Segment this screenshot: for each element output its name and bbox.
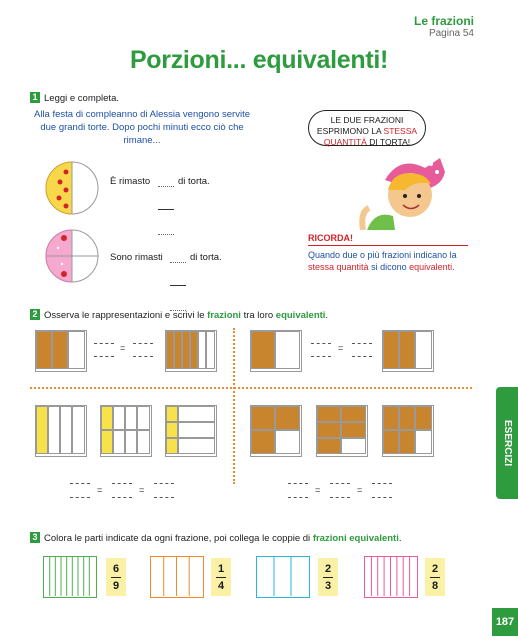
blank-num[interactable] [94,343,114,344]
strip-eighths[interactable] [364,556,418,598]
rect-b2 [382,330,434,372]
girl-illustration [345,150,455,230]
fraction-2-3: 2 3 [318,558,338,596]
blank-den[interactable] [372,497,392,498]
rect-d1 [250,405,302,457]
rect-c3 [165,405,217,457]
blank-den[interactable] [352,356,372,357]
rect-d3 [382,405,434,457]
rect-c2 [100,405,152,457]
equals-sign: = [120,343,126,353]
blank-den[interactable] [133,356,153,357]
horizontal-divider [30,387,472,389]
ricorda-box: RICORDA! Quando due o più frazioni indicano la stessa quantità si dicono equivalenti. [308,232,468,273]
rect-d2 [316,405,368,457]
equals-sign: = [357,485,363,495]
blank-den[interactable] [311,356,331,357]
blank-den[interactable] [330,497,350,498]
blank-num[interactable] [133,343,153,344]
equals-sign: = [139,485,145,495]
ex1-story: Alla festa di compleanno di Alessia vengono servite due grandi torte. Dopo pochi minuti ecco ciò che rimane... [34,109,250,146]
strip-thirds[interactable] [256,556,310,598]
blank-num[interactable] [372,483,392,484]
blank-num[interactable] [352,343,372,344]
page-reference: Pagina 54 [428,28,474,39]
blank-num[interactable] [330,483,350,484]
blank-num[interactable] [112,483,132,484]
equals-sign: = [315,485,321,495]
fraction-1-4: 1 4 [211,558,231,596]
page-title: Porzioni... equivalenti! [129,46,389,74]
cake-quarters-illustration [44,228,100,284]
ex1-line1-fraction-blank[interactable] [158,174,174,240]
ex3-instruction: 3 Colora le parti indicate da ogni frazione, poi collega le coppie di frazioni equivalenti. [30,532,402,544]
ex1-line2: Sono rimasti [110,252,163,263]
fraction-6-9: 6 9 [106,558,126,596]
rect-b1 [250,330,302,372]
strip-ninths[interactable] [43,556,97,598]
exercises-tab: ESERCIZI [496,387,518,499]
section-title: Le frazioni [413,14,474,28]
ex1-line2-fraction-blank[interactable] [170,250,186,316]
blank-den[interactable] [70,497,90,498]
blank-num[interactable] [154,483,174,484]
equals-sign: = [97,485,103,495]
rect-c1 [35,405,87,457]
page-number: 187 [492,608,518,636]
ex1-instruction: 1 Leggi e completa. [30,92,119,104]
blank-den[interactable] [288,497,308,498]
ex1-line1-end: di torta. [178,176,210,187]
blank-den[interactable] [94,356,114,357]
strip-quarters[interactable] [150,556,204,598]
blank-num[interactable] [311,343,331,344]
blank-num[interactable] [70,483,90,484]
ex2-instruction: 2 Osserva le rappresentazioni e scrivi le frazioni tra loro equivalenti. [30,309,328,321]
vertical-divider [233,328,235,484]
ex1-line2-end: di torta. [190,252,222,263]
blank-num[interactable] [288,483,308,484]
cake-half-illustration [44,160,100,216]
ex1-line1: È rimasto [110,176,151,187]
fraction-2-8: 2 8 [425,558,445,596]
equals-sign: = [338,343,344,353]
rect-a2 [165,330,217,372]
blank-den[interactable] [154,497,174,498]
blank-den[interactable] [112,497,132,498]
ex1-number: 1 [30,92,40,103]
rect-a1 [35,330,87,372]
speech-bubble: LE DUE FRAZIONI ESPRIMONO LA STESSA QUANTITÀ DI TORTA! [308,110,426,146]
